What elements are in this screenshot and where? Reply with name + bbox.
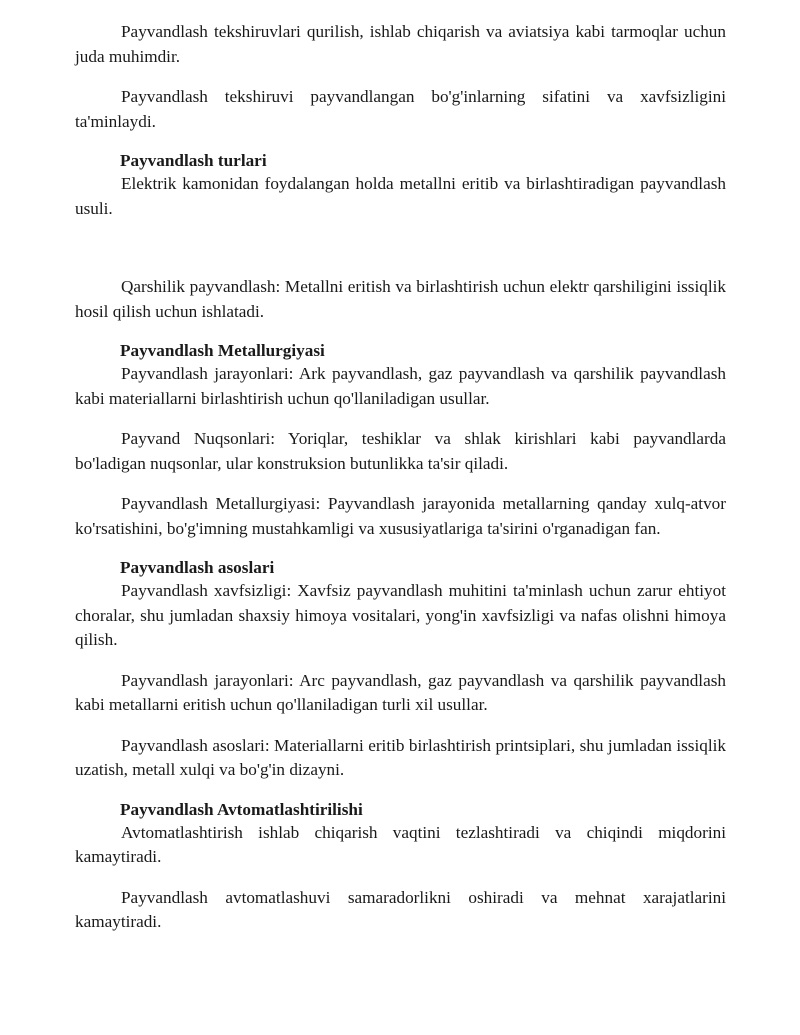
- paragraph-automation-speed: Avtomatlashtirish ishlab chiqarish vaqtini tezlashtiradi va chiqindi miqdorini kamaytiradi.: [75, 822, 726, 866]
- paragraph-inspection-quality: Payvandlash tekshiruvi payvandlangan bo'g'inlarning sifatini va xavfsizligini ta'minlaydi.: [75, 87, 726, 131]
- paragraph-welding-principles: Payvandlash asoslari: Materiallarni eritib birlashtirish printsiplari, shu jumladan issiqlik uzatish, metall xulqi va bo'g'in dizayni.: [75, 735, 726, 779]
- paragraph-arc-welding: Elektrik kamonidan foydalangan holda metallni eritib va birlashtiradigan payvandlash usuli.: [75, 174, 726, 218]
- paragraph-metallurgy-definition: Payvandlash Metallurgiyasi: Payvandlash jarayonida metallarning qanday xulq-atvor ko'rsatishini, bo'g'imning mustahkamligi va xususiyatlariga ta'sirini o'rganadigan fan.: [75, 494, 726, 538]
- paragraph-inspection-importance: Payvandlash tekshiruvlari qurilish, ishlab chiqarish va aviatsiya kabi tarmoqlar uchun juda muhimdir.: [75, 22, 726, 66]
- heading-welding-automation: Payvandlash Avtomatlashtirilishi: [120, 799, 363, 819]
- paragraph-weld-defects: Payvand Nuqsonlari: Yoriqlar, teshiklar va shlak kirishlari kabi payvandlarda bo'ladigan nuqsonlar, ular konstruksion butunlikka ta'sir qiladi.: [75, 429, 726, 473]
- document-page: [75, 20, 726, 951]
- blank-space: [75, 237, 726, 275]
- paragraph-welding-safety: Payvandlash xavfsizligi: Xavfsiz payvandlash muhitini ta'minlash uchun zarur ehtiyot choralar, shu jumladan shaxsiy himoya vositalari, yong'in xavfsizligi va nafas olishni himoya qilish.: [75, 581, 726, 649]
- heading-welding-metallurgy: Payvandlash Metallurgiyasi: [120, 341, 325, 360]
- paragraph-welding-methods: Payvandlash jarayonlari: Arc payvandlash, gaz payvandlash va qarshilik payvandlash kabi metallarni eritish uchun qo'llaniladigan turli xil usullar.: [75, 670, 726, 714]
- paragraph-resistance-welding: Qarshilik payvandlash: Metallni eritish va birlashtirish uchun elektr qarshiligini issiqlik hosil qilish uchun ishlatadi.: [75, 277, 726, 321]
- paragraph-welding-processes: Payvandlash jarayonlari: Ark payvandlash, gaz payvandlash va qarshilik payvandlash kabi materiallarni birlashtirish uchun qo'llaniladigan usullar.: [75, 364, 726, 408]
- paragraph-automation-efficiency: Payvandlash avtomatlashuvi samaradorlikni oshiradi va mehnat xarajatlarini kamaytiradi.: [75, 887, 726, 931]
- heading-welding-types: Payvandlash turlari: [120, 151, 267, 170]
- heading-welding-basics: Payvandlash asoslari: [120, 558, 275, 577]
